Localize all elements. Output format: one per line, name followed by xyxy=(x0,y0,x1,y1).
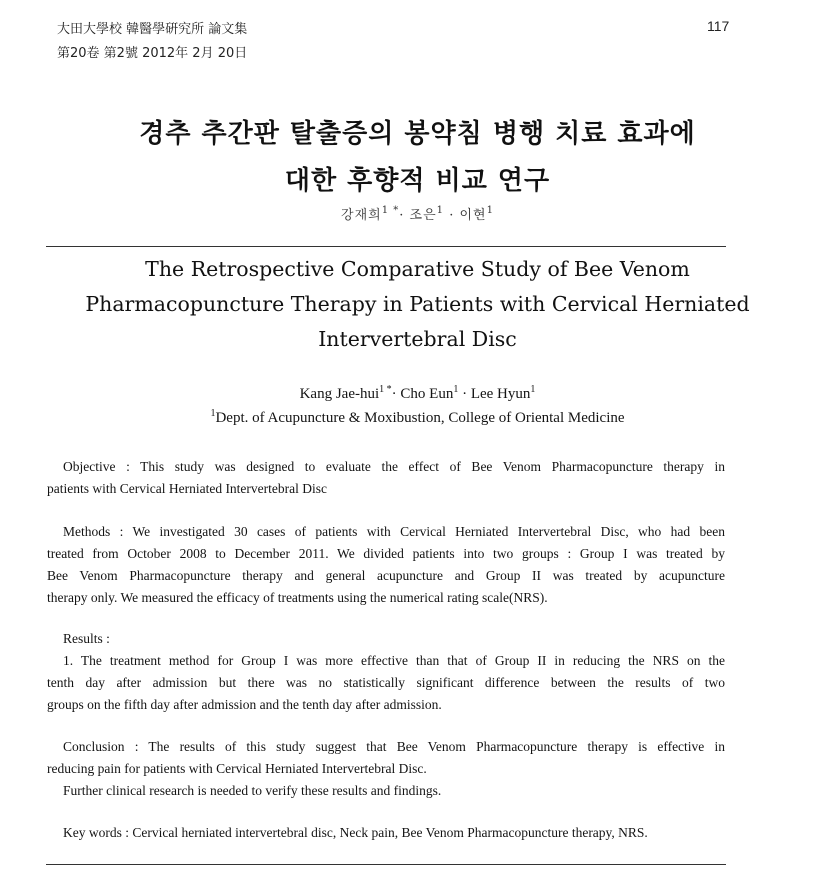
methods-line: treated from October 2008 to December 2011. We divided patients into two groups : Group I was treated by xyxy=(47,546,725,561)
keywords-line: Key words : Cervical herniated intervertebral disc, Neck pain, Bee Venom Pharmacopuncture therapy, NRS. xyxy=(63,825,648,840)
conclusion-line: reducing pain for patients with Cervical Herniated Intervertebral Disc. xyxy=(47,761,427,776)
abstract-conclusion xyxy=(47,736,725,802)
results-line: groups on the fifth day after admission and the tenth day after admission. xyxy=(47,697,442,712)
korean-title-line-1: 경추 추간판 탈출증의 봉약침 병행 치료 효과에 xyxy=(139,119,696,149)
abstract-methods xyxy=(47,521,725,609)
affiliation-text: Dept. of Acupuncture & Moxibustion, College of Oriental Medicine xyxy=(215,410,625,426)
korean-author-sup: 1 * xyxy=(381,205,400,216)
objective-line: Objective : This study was designed to evaluate the effect of Bee Venom Pharmacopuncture therapy in xyxy=(63,459,725,474)
english-title-line-2: Pharmacopuncture Therapy in Patients with Cervical Herniated xyxy=(85,292,750,316)
author-separator: · xyxy=(462,386,471,402)
english-author-name: Lee Hyun xyxy=(470,386,531,402)
english-author-name: Cho Eun xyxy=(400,386,454,402)
korean-author-sup: 1 xyxy=(486,205,494,216)
issue-info: 第20卷 第2號 2012年 2月 20日 xyxy=(57,46,248,61)
conclusion-line: Conclusion : The results of this study suggest that Bee Venom Pharmacopuncture therapy is effective in xyxy=(63,739,725,754)
conclusion-line: Further clinical research is needed to verify these results and findings. xyxy=(63,783,442,798)
korean-author-sup: 1 xyxy=(436,205,445,216)
korean-author-name: 강재희 xyxy=(341,208,382,223)
results-line: 1. The treatment method for Group I was more effective than that of Group II in reducing the NRS on the xyxy=(63,653,725,668)
author-separator: · xyxy=(391,386,401,402)
english-author-sup: 1 xyxy=(530,384,536,395)
journal-name: 大田大學校 韓醫學硏究所 論文集 xyxy=(57,22,248,37)
results-line: tenth day after admission but there was no statistically significant difference between the results of two xyxy=(47,675,725,690)
author-separator: · xyxy=(399,208,410,223)
korean-authors xyxy=(0,204,835,223)
english-title-line-3: Intervertebral Disc xyxy=(318,327,517,351)
abstract-results xyxy=(47,628,725,716)
english-author-sup: 1 xyxy=(453,384,459,395)
abstract-objective xyxy=(47,456,725,500)
methods-line: therapy only. We measured the efficacy of treatments using the numerical rating scale(NRS). xyxy=(47,590,548,605)
results-heading: Results : xyxy=(63,631,110,646)
methods-line: Bee Venom Pharmacopuncture therapy and general acupuncture and Group II was treated by acupuncture xyxy=(47,568,725,583)
abstract-divider xyxy=(46,864,726,865)
affiliation-sup: 1 xyxy=(210,408,216,419)
korean-author-name: 이현 xyxy=(459,208,487,223)
affiliation xyxy=(0,410,835,427)
methods-line: Methods : We investigated 30 cases of patients with Cervical Herniated Intervertebral Disc, who had been xyxy=(63,524,725,539)
title-divider xyxy=(46,246,726,247)
english-author-sup: 1 * xyxy=(379,384,392,395)
korean-title-line-2: 대한 후향적 비교 연구 xyxy=(284,166,551,196)
objective-line: patients with Cervical Herniated Intervertebral Disc xyxy=(47,481,328,496)
english-author-name: Kang Jae-hui xyxy=(299,386,380,402)
page-number: 117 xyxy=(707,18,730,34)
abstract-keywords xyxy=(47,822,725,844)
korean-author-name: 조은 xyxy=(409,208,437,223)
english-authors xyxy=(0,386,835,403)
author-separator: · xyxy=(449,208,460,223)
english-title-line-1: The Retrospective Comparative Study of Bee Venom xyxy=(145,257,690,281)
